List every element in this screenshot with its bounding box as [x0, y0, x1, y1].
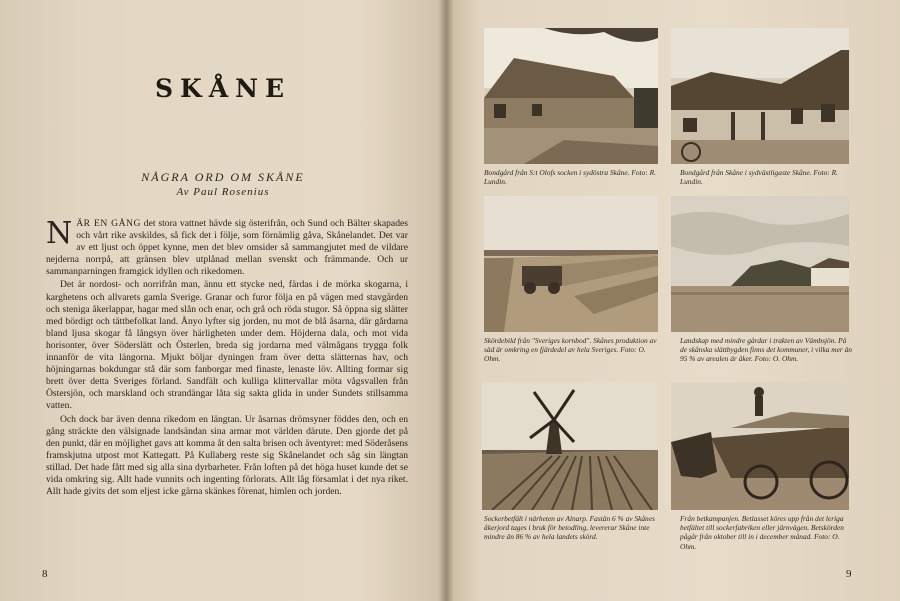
- caption-landscape: Landskap med mindre gårdar i trakten av Vämbsjön. På de skånska slättbygden finns det kommuner, i vilka mer än 95 % av arealen är åker. Foto: O. Ohm.: [680, 336, 853, 364]
- caption-timbered-farm: Bondgård från Skåne i sydvästligaste Skåne. Foto: R. Lundin.: [680, 168, 838, 187]
- paragraph-1: [46, 218, 408, 278]
- article-byline: Av Paul Rosenius: [176, 186, 270, 198]
- book-gutter: [438, 0, 454, 601]
- article-subtitle: NÅGRA ORD OM SKÅNE: [141, 170, 305, 184]
- beet-cart-photo: [671, 382, 849, 510]
- drop-cap: N: [46, 216, 73, 251]
- windmill-field-photo: [482, 382, 658, 510]
- article-body: [46, 218, 408, 499]
- article-title: SKÅNE: [154, 74, 292, 103]
- page-number-left: 8: [42, 568, 48, 580]
- page-number-right: 9: [846, 568, 852, 580]
- timbered-farm-photo: [671, 28, 849, 164]
- thatched-farm-photo: [484, 28, 658, 164]
- caption-harvest-field: Skördebild från "Sveriges kornbod". Skånes produktion av säd är omkring en fjärdedel av hela Sveriges. Foto: O. Ohm.: [484, 336, 657, 364]
- paragraph-3: Och dock bar även denna rikedom en längtan. Ur åsarnas drömsyner föddes den, och en gång sträckte den välsignade landsändan sina armar mot världen därute. Den gjorde det på den punkt, där en möjlighet gavs att komma åt den salta brisen och äventyret: med Söderåsens framskjutna utpost mot Kattegatt. På Kullaberg reste sig Skånelandet och såg sin längtan stillad. Det hade fått med sig alla sina dyrbarheter. Från loften på det höga huset kunde det se vida omkring sig. Allt hade vunnits och ingenting förlorats. Allt låg församlat i det nya riket. Allt hade givits det som eljest icke gärna skänkes förenat, himlen och jorden.: [46, 413, 408, 498]
- landscape-farms-photo: [671, 196, 849, 332]
- paragraph-1-text: det stora vattnet hävde sig österifrån, och Sund och Bälter skapades och vårt rike avskildes, så fick det i följe, som förnämlig gåva, Skånelandet. Det var av ett ljust och öppet kynne, men det blev omsider så sammangjutet med de vildare nejderna norrpå, att gränsen blev utplånad mellan svenskt och främmande. Och ur sammanparningen framgick idyllen och rikedomen.: [46, 218, 408, 278]
- caption-beet-cart: Från betkampanjen. Betlasset köres upp från det leriga betfältet till sockerfabriken eller järnvägen. Betskörden pågår från oktober till in i december månad. Foto: O. Ohm.: [680, 514, 844, 551]
- harvest-field-photo: [484, 196, 658, 332]
- caption-windmill-field: Sockerbetfält i närheten av Alnarp. Fastän 6 % av Skånes åkerjord tages i bruk för betodling, levererar Skåne inte mindre än 86 % av hela landets skörd.: [484, 514, 655, 542]
- left-page: [0, 0, 446, 601]
- caption-thatched-farm: Bondgård från S:t Olofs socken i sydöstra Skåne. Foto: R. Lundin.: [484, 168, 656, 187]
- paragraph-2: Det är nordost- och norrifrån man, ännu ett stycke ned, färdas i de mörka skogarna, i karghetens och allvarets gamla Sverige. Granar och furor följa en på vägen med stavgärden och steniga åkerlappar, hagar med slån och enar, och grå och röda stugor. Så öppna sig slätter med bördigt och tättbefolkat land. Ånyo lyfter sig jorden, nu mot de blå åsarna, där gårdarna bland ljusa skogar få långsyn över härligheten under dem. Höjderna dala, och mot vida horisonter, över Söderslätt och Österlen, breda sig jordarna med välmågans trygga folk innanför de vita längorna. Mjukt böljar dyningen fram över detta slätternas hav, och höjningarnas bokdungar stå där som fanborgar med finaste, lenaste löv. Allting formar sig brett över detta Sveriges förland. Sandfält och kulliga klittervallar möta vågsvallen från Östersjön, och marskland och strandängar låta sig sakta glida in under Sundets stillsamma vatten.: [46, 279, 408, 412]
- opening-caps: ÄR EN GÅNG: [76, 218, 141, 229]
